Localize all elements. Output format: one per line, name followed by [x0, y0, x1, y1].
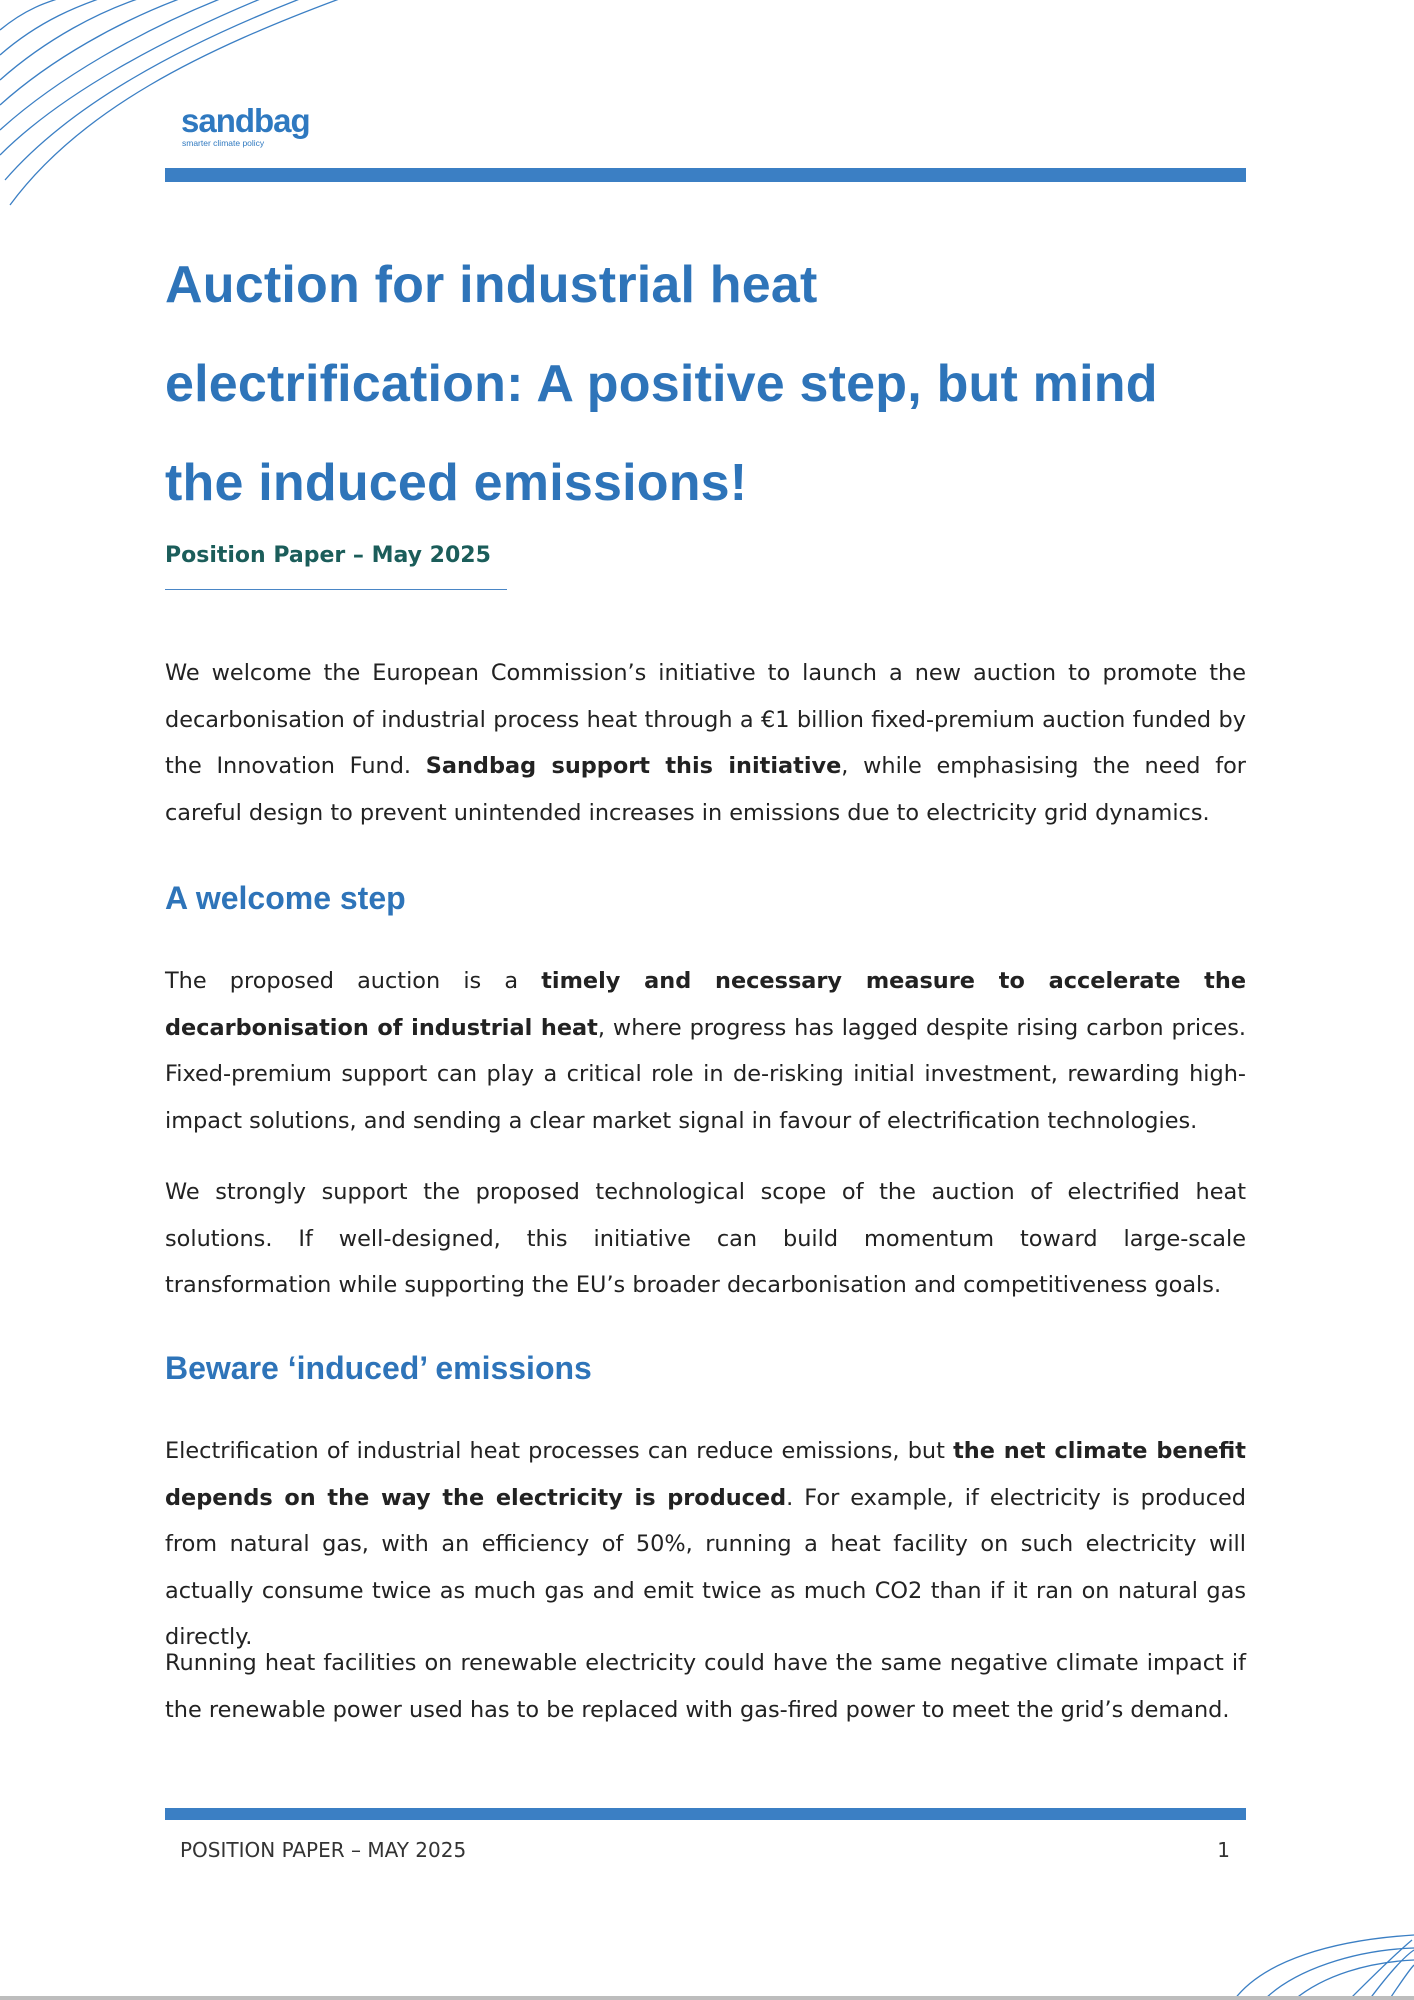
document-title: Auction for industrial heat electrification: A positive step, but mind the induced emissions! — [165, 256, 1158, 512]
induced-emissions-paragraph-2: Running heat facilities on renewable electricity could have the same negative climate impact if the renewable power used has to be replaced with gas-fired power to meet the grid’s demand. — [165, 1650, 1246, 1723]
logo-wordmark: sandbag — [181, 102, 310, 139]
logo-tagline: smarter climate policy — [182, 138, 265, 148]
welcome-step-paragraph-2: We strongly support the proposed technological scope of the auction of electrified heat solutions. If well-designed, this initiative can build momentum toward large-scale transformation while supporting the EU’s broader decarbonisation and competitiveness goals. — [165, 1179, 1246, 1298]
section-heading-welcome-step: A welcome step — [165, 880, 406, 916]
footer-rule — [165, 1808, 1246, 1820]
page-bottom-edge — [0, 1996, 1414, 2000]
section-heading-induced-emissions: Beware ‘induced’ emissions — [165, 1350, 592, 1386]
header-rule — [165, 168, 1246, 182]
footer-label: POSITION PAPER – MAY 2025 — [180, 1838, 467, 1862]
welcome-step-paragraph-1: The proposed auction is a timely and necessary measure to accelerate the decarbonisation of industrial heat, where progress has lagged despite rising carbon prices. Fixed-premium support can play a critical role in de-risking initial investment, rewarding high-impact solutions, and sending a clear market signal in favour of electrification technologies. — [165, 968, 1247, 1134]
subtitle-underline — [165, 589, 507, 590]
sandbag-logo — [181, 104, 310, 148]
intro-paragraph: We welcome the European Commission’s initiative to launch a new auction to promote the decarbonisation of industrial process heat through a €1 billion fixed-premium auction funded by the Innovation Fund. Sandbag support this initiative, while emphasising the need for careful design to prevent unintended increases in emissions due to electricity grid dynamics. — [165, 660, 1246, 826]
induced-emissions-paragraph-1: Electrification of industrial heat processes can reduce emissions, but the net climate benefit depends on the way the electricity is produced. For example, if electricity is produced from natural gas, with an efficiency of 50%, running a heat facility on such electricity will actually consume twice as much gas and emit twice as much CO2 than if it ran on natural gas directly. — [165, 1438, 1246, 1650]
decorative-wave-lines-bottom — [1154, 1910, 1414, 2000]
page-number: 1 — [1217, 1838, 1230, 1862]
document-subtitle: Position Paper – May 2025 — [165, 543, 491, 568]
